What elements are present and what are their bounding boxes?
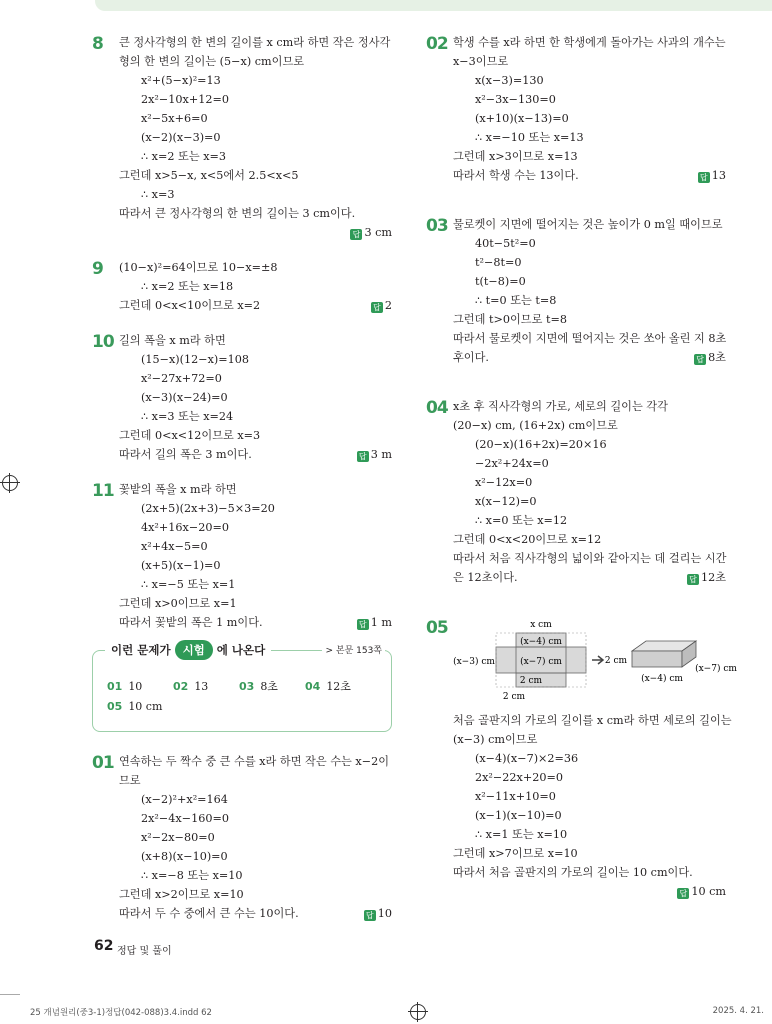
solution-line-with-answer bbox=[119, 445, 392, 464]
net-label: (x−3) cm bbox=[453, 657, 495, 667]
quick-answer: 05 10 cm bbox=[107, 700, 163, 713]
problem-8 bbox=[92, 33, 392, 242]
equation-line: x²−27x+72=0 bbox=[141, 372, 222, 385]
page-section-label: 정답 및 풀이 bbox=[117, 946, 172, 957]
equation-line: ∴ x=3 또는 x=24 bbox=[141, 410, 234, 423]
caret-icon: > bbox=[325, 646, 336, 656]
problem-11 bbox=[92, 480, 392, 632]
equation-line: x²+4x−5=0 bbox=[141, 540, 208, 553]
quick-answer: 02 13 bbox=[173, 680, 209, 693]
answer bbox=[687, 568, 726, 587]
equation-line: (2x+5)(2x+3)−5×3=20 bbox=[141, 502, 275, 515]
arrow-icon bbox=[592, 656, 603, 664]
equation-line: x²−5x+6=0 bbox=[141, 112, 208, 125]
equation-line: 2x²−10x+12=0 bbox=[141, 93, 229, 106]
equation-line: ∴ x=−5 또는 x=1 bbox=[141, 578, 236, 591]
problem-9 bbox=[92, 258, 392, 315]
net-label: (x−4) cm bbox=[520, 637, 562, 647]
solution-line-with-answer bbox=[453, 348, 726, 367]
equation-line: x(x−3)=130 bbox=[475, 74, 544, 87]
equation-line: x²−11x+10=0 bbox=[475, 790, 556, 803]
problem-03 bbox=[426, 215, 726, 367]
solution-line: 따라서 길의 폭은 3 m이다. bbox=[119, 448, 252, 461]
solution-line-with-answer bbox=[119, 904, 392, 923]
answer bbox=[698, 166, 726, 185]
equation-line: (x−1)(x−10)=0 bbox=[475, 809, 562, 822]
equation-line: ∴ t=0 또는 t=8 bbox=[475, 294, 557, 307]
answer-value: 2 bbox=[384, 299, 392, 312]
right-column bbox=[426, 33, 737, 901]
equation-line: (15−x)(12−x)=108 bbox=[141, 353, 250, 366]
quick-answers-row bbox=[107, 675, 381, 695]
quick-answer: 01 10 bbox=[107, 680, 143, 693]
box-title-text: 에 나온다 bbox=[216, 643, 266, 657]
answer bbox=[364, 904, 392, 923]
equation-line: ∴ x=1 또는 x=10 bbox=[475, 828, 568, 841]
solution-line: x−3이므로 bbox=[453, 55, 509, 68]
equation-line: 4x²+16x−20=0 bbox=[141, 521, 229, 534]
print-file-info: 25 개념원리(중3-1)정답(042-088)3.4.indd 62 bbox=[30, 1008, 212, 1018]
box-label: (x−4) cm bbox=[641, 674, 683, 684]
box-title-highlight: 시험 bbox=[175, 640, 213, 660]
problem-05 bbox=[426, 617, 737, 901]
net-label: x cm bbox=[530, 620, 552, 630]
equation-line: ∴ x=2 또는 x=3 bbox=[141, 150, 227, 163]
equation-line: −2x²+24x=0 bbox=[475, 457, 549, 470]
problem-number: 9 bbox=[92, 259, 103, 279]
answer-value: 10 bbox=[377, 907, 392, 920]
problem-number: 03 bbox=[426, 216, 448, 236]
equation-line: x²+(5−x)²=13 bbox=[141, 74, 221, 87]
solution-line: 따라서 처음 골판지의 가로의 길이는 10 cm이다. bbox=[453, 866, 693, 879]
equation-line: ∴ x=2 또는 x=18 bbox=[141, 280, 234, 293]
solution-line-with-answer bbox=[119, 613, 392, 632]
answer-mark-icon: 답 bbox=[357, 619, 369, 630]
solution-line: (x−3) cm이므로 bbox=[453, 733, 538, 746]
equation-line: t(t−8)=0 bbox=[475, 275, 526, 288]
equation-line: x(x−12)=0 bbox=[475, 495, 537, 508]
solution-line: 그런데 x>5−x, x<5에서 2.5<x<5 bbox=[119, 169, 299, 182]
equation-line: ∴ x=−8 또는 x=10 bbox=[141, 869, 243, 882]
solution-line-with-answer bbox=[119, 296, 392, 315]
page-number: 62 bbox=[94, 938, 114, 954]
solution-line: 그런데 x>3이므로 x=13 bbox=[453, 150, 578, 163]
answer-value: 3 cm bbox=[364, 226, 392, 239]
solution-line: 그런데 x>7이므로 x=10 bbox=[453, 847, 578, 860]
solution-line: 므로 bbox=[119, 774, 141, 787]
equation-line: ∴ x=0 또는 x=12 bbox=[475, 514, 568, 527]
answer-value: 13 bbox=[711, 169, 726, 182]
problem-02 bbox=[426, 33, 726, 185]
answer-value: 12초 bbox=[700, 571, 726, 584]
solution-line: 따라서 두 수 중에서 큰 수는 10이다. bbox=[119, 907, 299, 920]
answer-value: 1 m bbox=[370, 616, 392, 629]
problem-01 bbox=[92, 752, 392, 923]
solution-line: x초 후 직사각형의 가로, 세로의 길이는 각각 bbox=[453, 400, 668, 413]
answer-value: 8초 bbox=[708, 351, 726, 364]
registration-mark-bottom bbox=[410, 1004, 426, 1020]
answer-mark-icon: 답 bbox=[350, 229, 362, 240]
registration-mark-left bbox=[2, 475, 18, 491]
solution-line: (10−x)²=64이므로 10−x=±8 bbox=[119, 261, 278, 274]
problem-number: 02 bbox=[426, 34, 448, 54]
answer-mark-icon: 답 bbox=[357, 451, 369, 462]
net-label: 2 cm bbox=[519, 676, 543, 686]
solution-line: 따라서 꽃밭의 폭은 1 m이다. bbox=[119, 616, 263, 629]
problem-10 bbox=[92, 331, 392, 464]
box-page-reference: > 본문 153쪽 bbox=[322, 643, 385, 656]
solution-line: 그런데 0<x<20이므로 x=12 bbox=[453, 533, 602, 546]
equation-line: ∴ x=3 bbox=[141, 188, 175, 201]
solution-line: 형의 한 변의 길이는 (5−x) cm이므로 bbox=[119, 55, 305, 68]
problem-number: 04 bbox=[426, 398, 448, 418]
solution-line-with-answer bbox=[453, 568, 726, 587]
print-date: 2025. 4. 21. bbox=[712, 1006, 764, 1016]
answer-mark-icon: 답 bbox=[687, 574, 699, 585]
quick-answer: 04 12초 bbox=[305, 680, 351, 693]
solution-line: 꽃밭의 폭을 x m라 하면 bbox=[119, 483, 237, 496]
solution-line: 따라서 처음 직사각형의 넓이와 같아지는 데 걸리는 시간 bbox=[453, 552, 727, 565]
box-title bbox=[105, 640, 271, 660]
exam-preview-box bbox=[92, 643, 392, 732]
solution-line: 물로켓이 지면에 떨어지는 것은 높이가 0 m일 때이므로 bbox=[453, 218, 723, 231]
equation-line: x²−3x−130=0 bbox=[475, 93, 556, 106]
solution-line: 그런데 0<x<10이므로 x=2 bbox=[119, 299, 261, 312]
answer-mark-icon: 답 bbox=[371, 302, 383, 313]
equation-line: (x−4)(x−7)×2=36 bbox=[475, 752, 579, 765]
solution-line: 따라서 큰 정사각형의 한 변의 길이는 3 cm이다. bbox=[119, 207, 356, 220]
box-shape bbox=[632, 651, 682, 667]
quick-answer: 03 8초 bbox=[239, 680, 278, 693]
equation-line: ∴ x=−10 또는 x=13 bbox=[475, 131, 584, 144]
problem-number: 10 bbox=[92, 332, 114, 352]
net-label: 2 cm bbox=[502, 692, 526, 702]
equation-line: (20−x)(16+2x)=20×16 bbox=[475, 438, 607, 451]
solution-line: 그런데 t>0이므로 t=8 bbox=[453, 313, 567, 326]
solution-line: 후이다. bbox=[453, 351, 489, 364]
answer-value: 3 m bbox=[370, 448, 392, 461]
answer bbox=[453, 882, 726, 901]
equation-line: (x−2)(x−3)=0 bbox=[141, 131, 221, 144]
problem-number: 11 bbox=[92, 481, 114, 501]
top-header-band bbox=[95, 0, 772, 11]
box-label: 2 cm bbox=[604, 656, 628, 666]
problem-04 bbox=[426, 397, 726, 587]
equation-line: 2x²−22x+20=0 bbox=[475, 771, 563, 784]
problem-number: 05 bbox=[426, 618, 448, 638]
equation-line: (x+5)(x−1)=0 bbox=[141, 559, 221, 572]
equation-line: x²−2x−80=0 bbox=[141, 831, 215, 844]
box-label: (x−7) cm bbox=[695, 664, 737, 674]
equation-line: (x−2)²+x²=164 bbox=[141, 793, 228, 806]
equation-line: x²−12x=0 bbox=[475, 476, 533, 489]
answer bbox=[694, 348, 726, 367]
solution-line: 그런데 x>2이므로 x=10 bbox=[119, 888, 244, 901]
solution-line: 큰 정사각형의 한 변의 길이를 x cm라 하면 작은 정사각 bbox=[119, 36, 391, 49]
solution-line: 연속하는 두 짝수 중 큰 수를 x라 하면 작은 수는 x−2이 bbox=[119, 755, 390, 768]
answer-mark-icon: 답 bbox=[698, 172, 710, 183]
answer bbox=[357, 613, 392, 632]
solution-line: 처음 골판지의 가로의 길이를 x cm라 하면 세로의 길이는 bbox=[453, 714, 732, 727]
problem-number: 01 bbox=[92, 753, 114, 773]
problem-number: 8 bbox=[92, 34, 103, 54]
equation-line: 2x²−4x−160=0 bbox=[141, 812, 229, 825]
solution-line: 그런데 x>0이므로 x=1 bbox=[119, 597, 237, 610]
equation-line: t²−8t=0 bbox=[475, 256, 522, 269]
cardboard-box-diagram bbox=[453, 617, 737, 705]
left-column bbox=[92, 33, 392, 923]
box-title-text: 이런 문제가 bbox=[111, 643, 171, 657]
equation-line: (x+8)(x−10)=0 bbox=[141, 850, 228, 863]
solution-line-with-answer bbox=[453, 166, 726, 185]
answer-value: 10 cm bbox=[691, 885, 726, 898]
equation-line: (x+10)(x−13)=0 bbox=[475, 112, 569, 125]
solution-line: 은 12초이다. bbox=[453, 571, 518, 584]
net-label: (x−7) cm bbox=[520, 657, 562, 667]
answer-mark-icon: 답 bbox=[364, 910, 376, 921]
solution-line: 따라서 학생 수는 13이다. bbox=[453, 169, 579, 182]
solution-line: (20−x) cm, (16+2x) cm이므로 bbox=[453, 419, 618, 432]
answer-mark-icon: 답 bbox=[694, 354, 706, 365]
equation-line: 40t−5t²=0 bbox=[475, 237, 536, 250]
answer bbox=[357, 445, 392, 464]
divider bbox=[0, 994, 20, 995]
answer bbox=[371, 296, 392, 315]
solution-line: 따라서 물로켓이 지면에 떨어지는 것은 쏘아 올린 지 8초 bbox=[453, 332, 727, 345]
solution-line: 그런데 0<x<12이므로 x=3 bbox=[119, 429, 261, 442]
diagram-svg bbox=[426, 617, 737, 705]
equation-line: (x−3)(x−24)=0 bbox=[141, 391, 228, 404]
quick-answers-row bbox=[107, 695, 381, 715]
solution-line: 길의 폭을 x m라 하면 bbox=[119, 334, 226, 347]
solution-line: 학생 수를 x라 하면 한 학생에게 돌아가는 사과의 개수는 bbox=[453, 36, 726, 49]
answer-mark-icon: 답 bbox=[677, 888, 689, 899]
answer bbox=[119, 223, 392, 242]
